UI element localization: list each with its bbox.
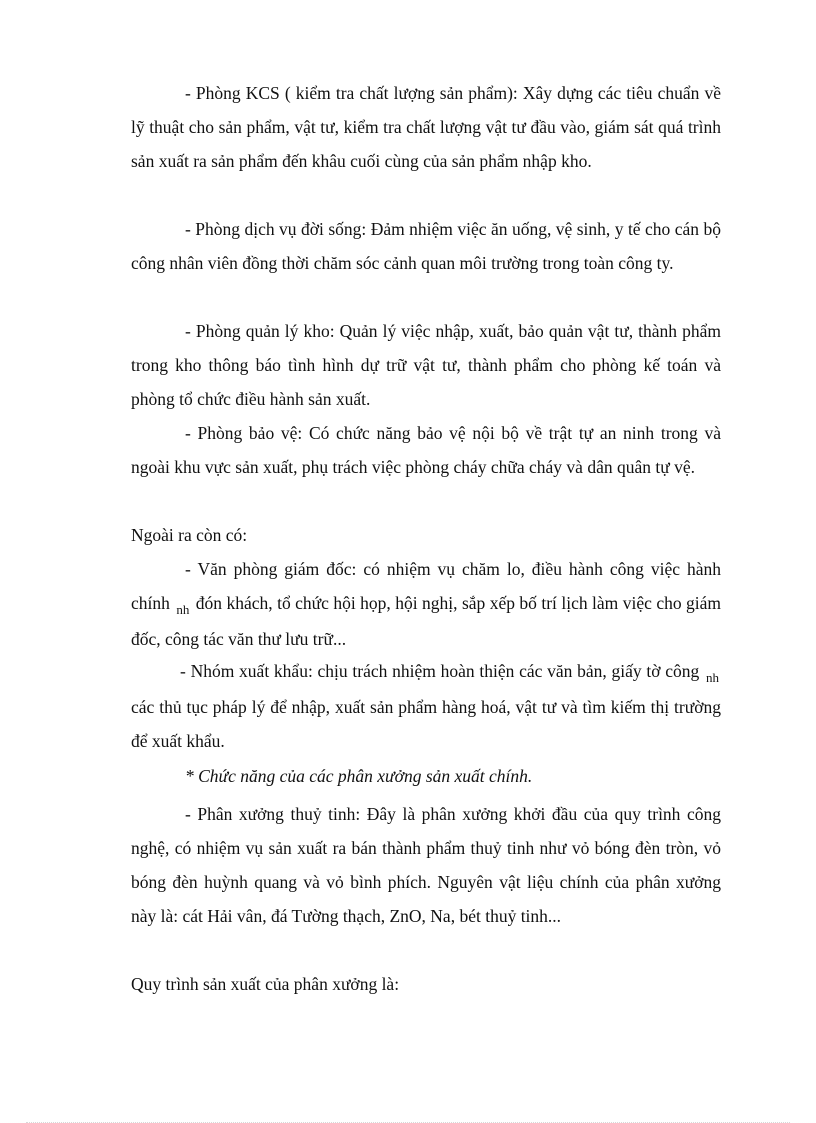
subscript-fragment: nh <box>176 602 190 617</box>
paragraph-van-phong-giam-doc <box>131 552 721 656</box>
paragraph-phong-kcs: - Phòng KCS ( kiểm tra chất lượng sản phẩm): Xây dựng các tiêu chuẩn về lỹ thuật cho sản phẩm, vật tư, kiểm tra chất lượng vật tư đầu vào, giám sát quá trình sản xuất ra sản phẩm đến khâu cuối cùng của sản phẩm nhập kho. <box>131 83 721 171</box>
paragraph-phan-xuong-thuy-tinh: - Phân xưởng thuỷ tinh: Đây là phân xưởng khởi đầu của quy trình công nghệ, có nhiệm vụ sản xuất ra bán thành phẩm thuỷ tinh như vỏ bóng đèn tròn, vỏ bóng đèn huỳnh quang và vỏ bình phích. Nguyên vật liệu chính của phân xưởng này là: cát Hải vân, đá Tường thạch, ZnO, Na, bét thuỷ tinh... <box>131 804 721 926</box>
section-heading-chuc-nang: * Chức năng của các phân xưởng sản xuất chính. <box>185 766 533 786</box>
paragraph-xuat-khau-text-end: các thủ tục pháp lý để nhập, xuất sản phẩm hàng hoá, vật tư và tìm kiếm thị trường để xuất khẩu. <box>131 697 721 751</box>
paragraph-ngoai-ra: Ngoài ra còn có: <box>131 525 248 545</box>
paragraph-phong-dich-vu: - Phòng dịch vụ đời sống: Đảm nhiệm việc ăn uống, vệ sinh, y tế cho cán bộ công nhân viên đồng thời chăm sóc cảnh quan môi trường trong toàn công ty. <box>131 219 721 273</box>
paragraph-van-phong-text-end: đón khách, tổ chức hội họp, hội nghị, sắp xếp bố trí lịch làm việc cho giám đốc, công tác văn thư lưu trữ... <box>131 593 722 649</box>
paragraph-nhom-xuat-khau <box>131 654 721 758</box>
paragraph-phong-quan-ly-kho: - Phòng quản lý kho: Quản lý việc nhập, xuất, bảo quản vật tư, thành phẩm trong kho thông báo tình hình dự trữ vật tư, thành phẩm cho phòng kế toán và phòng tổ chức điều hành sản xuất. <box>131 321 721 409</box>
paragraph-phong-bao-ve: - Phòng bảo vệ: Có chức năng bảo vệ nội bộ về trật tự an ninh trong và ngoài khu vực sản xuất, phụ trách việc phòng cháy chữa cháy và dân quân tự vệ. <box>131 423 721 477</box>
subscript-fragment: nh <box>706 670 720 685</box>
paragraph-quy-trinh: Quy trình sản xuất của phân xưởng là: <box>131 974 400 994</box>
paragraph-xuat-khau-text-start: - Nhóm xuất khẩu: chịu trách nhiệm hoàn thiện các văn bản, giấy tờ công <box>180 661 700 681</box>
paragraph-van-phong-text-start: - Văn phòng giám đốc: có nhiệm vụ chăm lo, điều hành công việc hành chính <box>131 559 721 613</box>
